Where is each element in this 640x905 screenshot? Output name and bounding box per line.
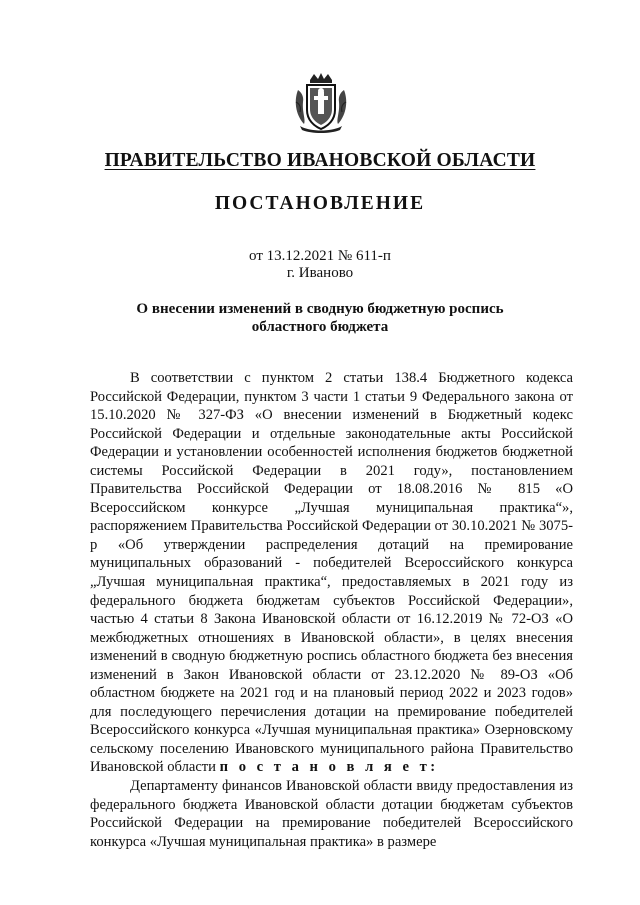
- paragraph-1-text: В соответствии с пунктом 2 статьи 138.4 Бюджетного кодекса Российской Федерации, пунктом 3 части 1 статьи 9 Федерального закона от 15.10.2020 № 327-ФЗ «О внесении изменений в Бюджетный кодекс Российской Федерации и отдельные законодательные акты Российской Федерации и установлении особенностей исполнения бюджетов бюджетной системы Российской Федерации в 2021 году», постановлением Правительства Российской Федерации от 18.08.2016 № 815 «О Всероссийском конкурсе „Лучшая муниципальная практика“», распоряжением Правительства Российской Федерации от 30.10.2021 № 3075-р «Об утверждении распределения дотаций на премирование муниципальных образований - победителей Всероссийского конкурса „Лучшая муниципальная практика“, предоставляемых в 2021 году из федерального бюджета бюджетам субъектов Российской Федерации», частью 4 статьи 8 Закона Ивановской области от 16.12.2019 № 72-ОЗ «О межбюджетных отношениях в Ивановской области», в целях внесения изменений в сводную бюджетную роспись областного бюджета без внесения изменений в Закон Ивановской области от 23.12.2020 № 89-ОЗ «Об областном бюджете на 2021 год и на плановый период 2022 и 2023 годов» для последующего перечисления дотации на премирование победителей Всероссийского конкурса «Лучшая муниципальная практика» Озерновскому сельскому поселению Ивановского муниципального района Правительство Ивановской области: [90, 370, 573, 776]
- document-subject: О внесении изменений в сводную бюджетную роспись областного бюджета: [136, 301, 504, 335]
- document-date-number: от 13.12.2021 № 611-п: [249, 248, 391, 264]
- document-city: г. Иваново: [286, 265, 354, 281]
- document-body: [90, 369, 573, 851]
- government-title: ПРАВИТЕЛЬСТВО ИВАНОВСКОЙ ОБЛАСТИ: [104, 150, 536, 171]
- document-type: ПОСТАНОВЛЕНИЕ: [214, 193, 426, 214]
- paragraph-1: [90, 369, 573, 777]
- coat-of-arms-icon: [292, 72, 350, 134]
- paragraph-2: Департаменту финансов Ивановской области ввиду предоставления из федерального бюджета Ивановской области дотации бюджетам субъектов Российской Федерации на премирование победителей Всероссийского конкурса «Лучшая муниципальная практика» в размере: [90, 778, 573, 850]
- resolves-word: п о с т а н о в л я е т:: [219, 759, 439, 776]
